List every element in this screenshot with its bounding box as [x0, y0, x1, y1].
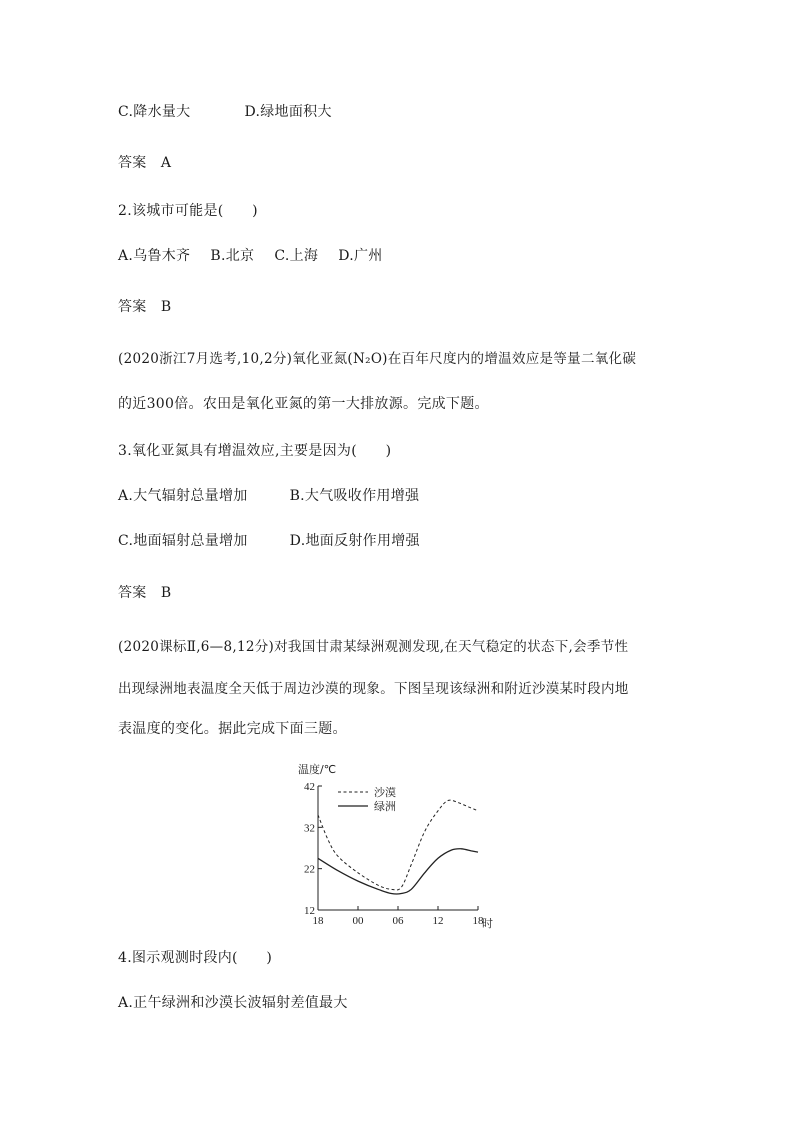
q3-answer: 答案 B: [118, 585, 172, 601]
chart-series: [318, 800, 478, 894]
q4-option-a: A.正午绿洲和沙漠长波辐射差值最大: [118, 995, 348, 1011]
q1-option-c: C.降水量大: [118, 104, 191, 120]
q4-stem: 4.图示观测时段内( ): [118, 950, 273, 966]
n2o-intro-line1: (2020浙江7月选考,10,2分)氧化亚氮(N₂O)在百年尺度内的增温效应是等量二氧化碳: [118, 351, 637, 367]
oasis-series-line: [318, 849, 478, 894]
q3-option-c: C.地面辐射总量增加: [118, 533, 248, 549]
x-tick-label: 18: [312, 915, 324, 927]
legend-label: 绿洲: [374, 800, 396, 813]
legend-label: 沙漠: [374, 786, 396, 799]
q3-options-row2: [118, 532, 420, 550]
oasis-intro-line1: (2020课标Ⅱ,6—8,12分)对我国甘肃某绿洲观测发现,在天气稳定的状态下,会季节性: [118, 639, 629, 655]
temperature-chart-svg: [296, 760, 496, 930]
oasis-intro-line3: 表温度的变化。据此完成下面三题。: [118, 721, 347, 737]
q3-options-row1: [118, 487, 419, 505]
y-tick-label: 12: [304, 905, 315, 917]
y-tick-label: 42: [304, 781, 315, 793]
q3-option-a: A.大气辐射总量增加: [118, 488, 248, 504]
x-tick-labels: [313, 915, 485, 927]
n2o-intro-line2: 的近300倍。农田是氧化亚氮的第一大排放源。完成下题。: [118, 396, 489, 412]
q2-answer: 答案 B: [118, 299, 172, 315]
x-tick-label: 00: [352, 915, 364, 927]
q3-stem: 3.氧化亚氮具有增温效应,主要是因为( ): [118, 443, 392, 459]
q1-answer: 答案 A: [118, 155, 172, 171]
desert-series-line: [318, 800, 478, 890]
q2-option-a: A.乌鲁木齐: [118, 248, 191, 264]
x-axis-unit: 时: [482, 917, 493, 930]
chart-axes: [318, 786, 478, 910]
x-tick-label: 06: [392, 915, 404, 927]
y-tick-label: 32: [304, 822, 315, 835]
y-axis-label: 温度/℃: [298, 763, 337, 776]
x-tick-label: 18: [472, 915, 484, 927]
q3-option-d: D.地面反射作用增强: [289, 533, 420, 549]
q2-option-c: C.上海: [274, 248, 319, 264]
q1-option-d: D.绿地面积大: [244, 104, 332, 120]
q2-options-line: [118, 247, 383, 265]
temperature-chart: [296, 760, 496, 930]
q2-option-d: D.广州: [338, 248, 383, 264]
x-tick-label: 12: [432, 915, 444, 927]
q3-option-b: B.大气吸收作用增强: [289, 488, 420, 504]
q2-option-b: B.北京: [210, 248, 255, 264]
q2-stem: 2.该城市可能是( ): [118, 203, 258, 219]
q1-options-line: [118, 103, 332, 121]
chart-legend: [338, 785, 396, 813]
y-tick-labels: [304, 781, 315, 917]
oasis-intro-line2: 出现绿洲地表温度全天低于周边沙漠的现象。下图呈现该绿洲和附近沙漠某时段内地: [118, 681, 629, 697]
y-tick-label: 22: [304, 863, 315, 876]
